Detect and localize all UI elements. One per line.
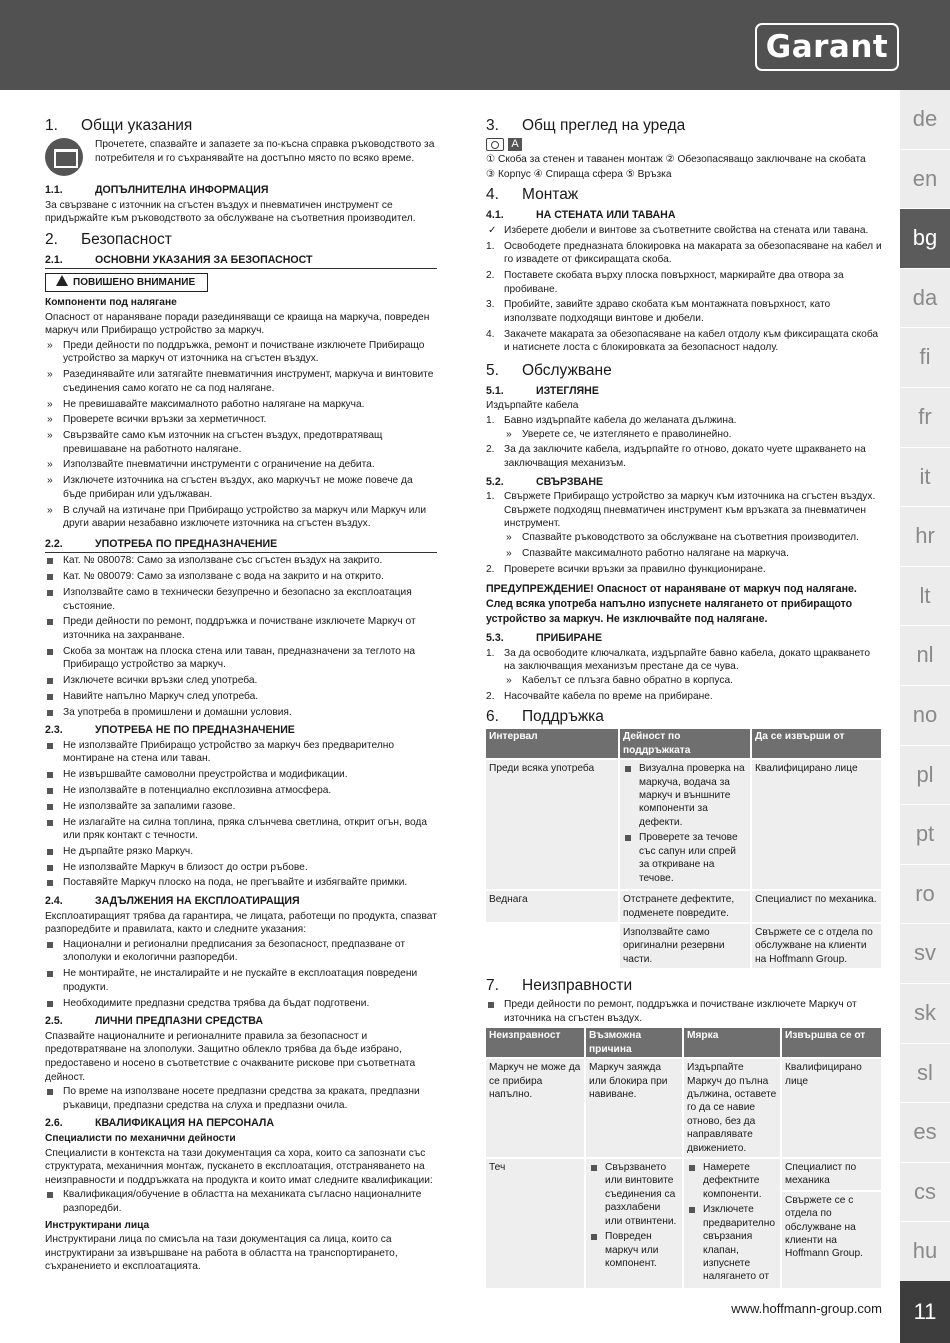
table-cell: Преди всяка употреба xyxy=(486,759,619,890)
connect-steps xyxy=(486,490,883,576)
retract-steps xyxy=(486,647,883,704)
subsection-heading: 2.3. УПОТРЕБА НЕ ПО ПРЕДНАЗНАЧЕНИЕ xyxy=(45,724,295,737)
list-item: Не използвайте в потенциално експлозивна атмосфера. xyxy=(45,784,437,798)
language-tab-es[interactable]: es xyxy=(900,1103,950,1163)
section-heading: 1. Общи указания xyxy=(45,117,193,134)
list-item: Не използвайте Прибиращо устройство за маркуч без предварително монтиране на стена или таван. xyxy=(45,739,437,766)
subsection-heading: 4.1. НА СТЕНАТА ИЛИ ТАВАНА xyxy=(486,209,676,222)
table-cell: Използвайте само оригинални резервни части. xyxy=(619,923,751,968)
list-item: Скоба за монтаж на плоска стена или таван, предназначени за теглото на Прибиращо устройство за маркуч. xyxy=(45,645,437,672)
footer-url[interactable]: www.hoffmann-group.com xyxy=(731,1301,882,1316)
operator-list xyxy=(45,938,437,1010)
parts-line: ① Скоба за стенен и таванен монтаж ② Обезопасяващо заключване на скобата xyxy=(486,154,866,165)
list-item: Не дърпайте рязко Маркуч. xyxy=(45,845,437,859)
language-tab-pl[interactable]: pl xyxy=(900,746,950,806)
table-header: Интервал xyxy=(486,729,619,759)
language-tab-nl[interactable]: nl xyxy=(900,626,950,686)
list-item: Поставяйте Маркуч плоско на пода, не прегъвайте и избягвайте примки. xyxy=(45,876,437,890)
table-cell xyxy=(683,1158,781,1288)
list-item: » Използвайте пневматични инструменти с ограничение на дебита. xyxy=(45,458,437,472)
list-item: Кат. № 080079: Само за използване с вода на закрито и на открито. xyxy=(45,570,437,584)
language-tab-da[interactable]: da xyxy=(900,269,950,329)
list-item: Повреден маркуч или компонент. xyxy=(589,1230,679,1270)
table-header: Неизправност xyxy=(486,1028,585,1058)
read-manual-icon xyxy=(45,138,83,176)
pull-steps xyxy=(486,414,883,471)
table-row xyxy=(486,1158,882,1288)
garant-logo: Garant xyxy=(755,23,899,71)
list-item: » Проверете всички връзки за херметичност. xyxy=(45,413,437,427)
paragraph: Специалисти в контекста на тази документация са хора, които са запознати със структурата, механичния монтаж, пускането в експлоатация, отстраняването на неизправности и поддръжката на продукта и които имат следните квалификации: xyxy=(45,1147,433,1186)
table-cell: Квалифицирано лице xyxy=(751,759,882,890)
section-heading: 4. Монтаж xyxy=(486,186,579,204)
page-number: 11 xyxy=(900,1281,950,1343)
list-item: Не монтирайте, не инсталирайте и не пускайте в експлоатация повредени продукти. xyxy=(45,967,437,994)
table-cell: Маркуч не може да се прибира напълно. xyxy=(486,1058,585,1158)
table-cell: Свържете се с отдела по обслужване на клиенти на Hoffmann Group. xyxy=(751,923,882,968)
table-header: Да се извърши от xyxy=(751,729,882,759)
qualification-list xyxy=(45,1188,437,1215)
language-tab-lt[interactable]: lt xyxy=(900,567,950,627)
list-item: » Разединявайте или затягайте пневматичния инструмент, маркуча и винтовите съединения само когато не са под налягане. xyxy=(45,368,437,395)
language-tab-hr[interactable]: hr xyxy=(900,507,950,567)
section-heading: 3. Общ преглед на уреда xyxy=(486,117,686,134)
language-tab-bg[interactable]: bg xyxy=(900,209,950,269)
table-cell xyxy=(619,759,751,890)
intended-use-list xyxy=(45,554,437,719)
table-cell: Специалист по механика Свържете се с отдела по обслужване на клиенти на Hoffmann Group. xyxy=(781,1158,882,1288)
sub-step: » Спазвайте максималното работно налягане на маркуча. xyxy=(504,547,883,561)
warning-triangle-icon xyxy=(56,275,68,286)
section-heading: 5. Обслужване xyxy=(486,361,612,379)
table-cell: Веднага xyxy=(486,890,619,923)
subheading: Инструктирани лица xyxy=(45,1219,150,1231)
language-tab-ro[interactable]: ro xyxy=(900,865,950,925)
troubleshooting-table xyxy=(486,1028,883,1288)
list-item: Изключете всички връзки след употреба. xyxy=(45,674,437,688)
intro-block xyxy=(45,138,437,176)
table-row xyxy=(486,1058,882,1158)
safety-list xyxy=(45,339,437,531)
mount-steps xyxy=(486,240,883,355)
step: 1. Освободете предназната блокировка на макарата за обезопасяване на кабел и го извадете от фиксиращата скоба. xyxy=(486,240,882,266)
step: 4. Закачете макарата за обезопасяване на кабел отдолу към фиксиращата скоба и натиснете лоста с блокировката за безопасност надолу. xyxy=(486,328,879,354)
list-item: Изключете предварително свързания клапан, изпуснете налягането от xyxy=(687,1203,777,1283)
language-tab-cs[interactable]: cs xyxy=(900,1163,950,1223)
language-tab-fi[interactable]: fi xyxy=(900,328,950,388)
list-item: Не излагайте на силна топлина, пряка слънчева светлина, открит огън, вода или пряк контакт с течности. xyxy=(45,816,437,843)
parts-line: ③ Корпус ④ Спираща сфера ⑤ Връзка xyxy=(486,168,672,180)
language-tab-de[interactable]: de xyxy=(900,90,950,150)
misuse-list xyxy=(45,739,437,890)
language-tab-fr[interactable]: fr xyxy=(900,388,950,448)
right-column xyxy=(486,112,883,1288)
table-row xyxy=(486,923,882,968)
step: 1. За да освободите ключалката, издърпайте бавно кабела, докато щракването на заключващия механизъм престане да се чува. » Кабелът се плъзга бавно обратно в корпуса. xyxy=(486,647,883,688)
list-item: Проверете за течове със сапун или спрей за откриване на течове. xyxy=(623,831,747,885)
section-heading: 6. Поддръжка xyxy=(486,708,604,726)
list-item: Преди дейности по ремонт, поддръжка и почистване изключете Маркуч от източника на захранване. xyxy=(45,615,437,642)
list-item: Необходимите предпазни средства трябва да бъдат подготвени. xyxy=(45,997,437,1011)
table-cell: Квалифицирано лице xyxy=(781,1058,882,1158)
pressure-warning: ПРЕДУПРЕЖДЕНИЕ! Опасност от нараняване от маркуч под налягане. След всяка употреба напълно изпуснете налягането от прибиращото устройство за маркуч. Не изключвайте под налягане. xyxy=(486,583,857,626)
intro-text: Прочетете, спазвайте и запазете за по-късна справка ръководството за потребителя и го съхранявайте на достъпно място по всяко време. xyxy=(95,139,435,164)
language-tab-sl[interactable]: sl xyxy=(900,1044,950,1104)
list-item: Национални и регионални предписания за безопасност, предпазване от злополуки и екологични разпоредби. xyxy=(45,938,437,965)
subheading: Компоненти под налягане xyxy=(45,296,177,308)
table-cell xyxy=(486,923,619,968)
sub-step: » Спазвайте ръководството за обслужване на съответния производител. xyxy=(504,531,883,545)
table-header: Извършва се от xyxy=(781,1028,882,1058)
list-item: За употреба в промишлени и домашни условия. xyxy=(45,706,437,720)
list-item: Не използвайте Маркуч в близост до остри ръбове. xyxy=(45,861,437,875)
list-item: Намерете дефектните компоненти. xyxy=(687,1161,777,1201)
maintenance-table xyxy=(486,729,883,968)
language-tab-en[interactable]: en xyxy=(900,150,950,210)
list-item: Не извършвайте самоволни преустройства и модификации. xyxy=(45,768,437,782)
step: 2. Проверете всички връзки за правилно функциониране. xyxy=(486,563,766,575)
header-bar xyxy=(0,0,950,90)
paragraph: Спазвайте националните и регионалните правила за безопасност и предотвратяване на злополуки. Защитно облекло трябва да бъде избрано, предоставено и носено в съответствие с очакваните рискове при съответната дейност. xyxy=(45,1030,416,1083)
paragraph: Инструктирани лица по смисъла на тази документация са лица, които са инструктирани за извършване на работа в областта на транспортирането, съхранението и експлоатацията. xyxy=(45,1234,398,1273)
language-tab-it[interactable]: it xyxy=(900,448,950,508)
paragraph: Опасност от нараняване поради разединяващи се краища на маркуча, повреден маркуч или Прибиращо устройство за маркуч. xyxy=(45,311,430,337)
subsection-heading: 2.2. УПОТРЕБА ПО ПРЕДНАЗНАЧЕНИЕ xyxy=(45,538,437,554)
subheading: Специалисти по механични дейности xyxy=(45,1132,236,1144)
step: 2. Насочвайте кабела по време на прибиране. xyxy=(486,690,713,702)
list-item: » Не превишавайте максималното работно налягане на маркуча. xyxy=(45,398,437,412)
caution-label: ПОВИШЕНО ВНИМАНИЕ xyxy=(45,273,208,292)
section-heading: 2. Безопасност xyxy=(45,230,172,248)
subsection-heading: 5.3. ПРИБИРАНЕ xyxy=(486,632,603,645)
list-item: » Преди дейности по поддръжка, ремонт и почистване изключете Прибиращо устройство за маркуч от източника на сгъстен въздух. xyxy=(45,339,437,366)
step: 1. Бавно издърпайте кабела до желаната дължина. » Уверете се, че изтеглянето е праволинейно. xyxy=(486,414,883,441)
language-tab-sv[interactable]: sv xyxy=(900,924,950,984)
figure-letter: A xyxy=(508,138,522,151)
left-column xyxy=(45,112,437,1275)
table-header: Мярка xyxy=(683,1028,781,1058)
subsection-heading: 2.1. ОСНОВНИ УКАЗАНИЯ ЗА БЕЗОПАСНОСТ xyxy=(45,254,437,270)
list-item: » Свързвайте само към източник на сгъстен въздух, предотвратяващ превишаване на работното налягане. xyxy=(45,429,437,456)
step: 2. Поставете скобата върху плоска повърхност, маркирайте два отвора за пробиване. xyxy=(486,269,844,295)
precondition xyxy=(486,224,883,238)
step: 2. За да заключите кабела, издърпайте го отново, докато чуете щракването на заключващия механизъм. xyxy=(486,444,866,470)
list-item: Навийте напълно Маркуч след употреба. xyxy=(45,690,437,704)
subsection-heading: 5.1. ИЗТЕГЛЯНЕ xyxy=(486,384,599,397)
table-header: Възможна причина xyxy=(585,1028,683,1058)
table-row xyxy=(486,759,882,890)
table-cell: Отстранете дефектите, подменете повредите. xyxy=(619,890,751,923)
language-tabs xyxy=(900,90,950,1282)
table-cell xyxy=(585,1158,683,1288)
language-tab-hu[interactable]: hu xyxy=(900,1222,950,1282)
list-item: По време на използване носете предпазни средства за краката, предпазни ръкавици, предпазни средства на слуха и предпазни очила. xyxy=(45,1085,437,1112)
sub-step: » Кабелът се плъзга бавно обратно в корпуса. xyxy=(504,674,883,688)
table-row xyxy=(486,890,882,923)
camera-icon xyxy=(486,138,504,151)
subsection-heading: 2.5. ЛИЧНИ ПРЕДПАЗНИ СРЕДСТВА xyxy=(45,1015,264,1028)
list-item: Визуална проверка на маркуча, водача за маркуч и външните компоненти за дефекти. xyxy=(623,762,747,829)
language-tab-pt[interactable]: pt xyxy=(900,805,950,865)
subsection-heading: 2.6. КВАЛИФИКАЦИЯ НА ПЕРСОНАЛА xyxy=(45,1117,274,1130)
list-item: » Изключете източника на сгъстен въздух, ако маркучът не може повече да бъде прибиран или удължаван. xyxy=(45,474,437,501)
paragraph: За свързване с източник на сгъстен въздух и пневматичен инструмент се придържайте към ръководството за обслужване на съответния производител. xyxy=(45,199,416,225)
table-cell: Издърпайте Маркуч до пълна дължина, оставете го да се навие отново, без да направлявате движението. xyxy=(683,1058,781,1158)
language-tab-no[interactable]: no xyxy=(900,686,950,746)
subsection-heading: 5.2. СВЪРЗВАНЕ xyxy=(486,475,604,488)
list-item: » В случай на изтичане при Прибиращо устройство за маркуч или Маркуч или други аварии незабавно изключете източника на сгъстен въздух. xyxy=(45,504,437,531)
subsection-heading: 1.1. ДОПЪЛНИТЕЛНА ИНФОРМАЦИЯ xyxy=(45,184,269,196)
table-header: Дейност по поддръжката xyxy=(619,729,751,759)
list-item: Кат. № 080078: Само за използване със сгъстен въздух на закрито. xyxy=(45,554,437,568)
sub-step: » Уверете се, че изтеглянето е праволинейно. xyxy=(504,428,883,442)
list-item: Не използвайте за запалими газове. xyxy=(45,800,437,814)
list-item: Квалификация/обучение в областта на механиката съгласно националните разпоредби. xyxy=(45,1188,437,1215)
step: 1. Свържете Прибиращо устройство за маркуч към източника на сгъстен въздух. Свържете подходящ пневматичен инструмент към връзката за пневматичен инструмент. » Спазвайте ръководството за обслужване на съответния производител. » Спазвайте максималното работно налягане на маркуча. xyxy=(486,490,883,560)
figure-reference xyxy=(486,138,883,151)
list-item: Свързването или винтовите съединения са разхлабени или отвинтени. xyxy=(589,1161,679,1228)
paragraph: Експлоатиращият трябва да гарантира, че лицата, работещи по продукта, спазват разпоредбите и правилата, както и следните указания: xyxy=(45,910,437,936)
note-item: Преди дейности по ремонт, поддръжка и почистване изключете Маркуч от източника на сгъстен въздух. xyxy=(486,998,883,1025)
table-cell: Маркуч заяжда или блокира при навиване. xyxy=(585,1058,683,1158)
language-tab-sk[interactable]: sk xyxy=(900,984,950,1044)
step: 3. Пробийте, завийте здраво скобата към монтажната повърхност, като използвате подходящи винтове и дюбели. xyxy=(486,299,831,324)
paragraph: Издърпайте кабела xyxy=(486,400,579,412)
table-cell: Теч xyxy=(486,1158,585,1288)
ppe-list xyxy=(45,1085,437,1112)
section-heading: 7. Неизправности xyxy=(486,977,633,995)
subsection-heading: 2.4. ЗАДЪЛЖЕНИЯ НА ЕКСПЛОАТИРАЩИЯ xyxy=(45,895,300,908)
check-item: ✓ Изберете дюбели и винтове за съответните свойства на стената или тавана. xyxy=(486,224,883,238)
table-cell: Специалист по механика. xyxy=(751,890,882,923)
fault-note xyxy=(486,998,883,1025)
list-item: Използвайте само в технически безупречно и безопасно за експлоатация състояние. xyxy=(45,586,437,613)
